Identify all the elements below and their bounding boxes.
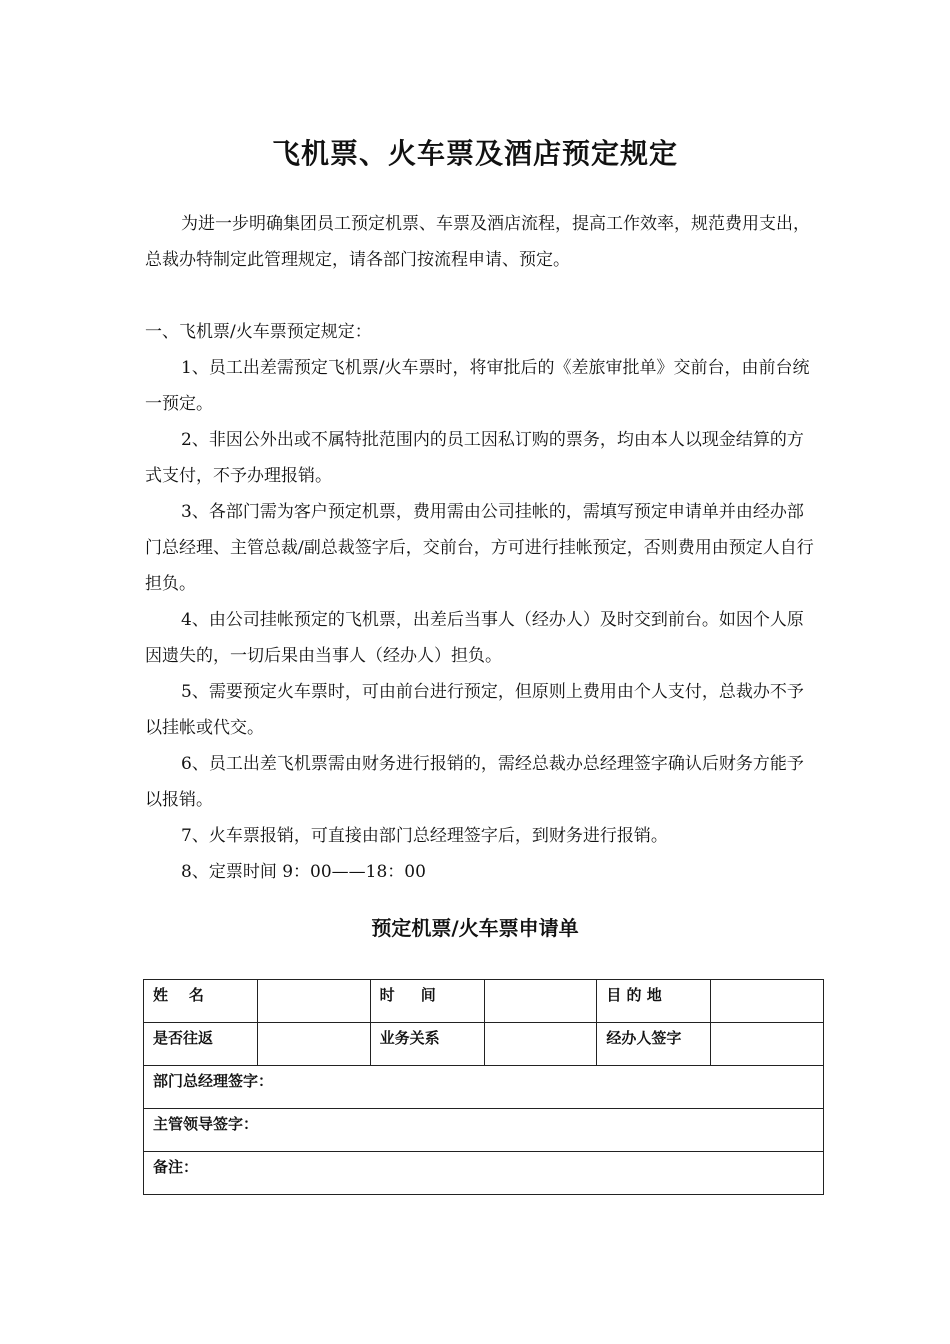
intro-paragraph: 为进一步明确集团员工预定机票、车票及酒店流程，提高工作效率，规范费用支出，总裁办特制定此管理规定，请各部门按流程申请、预定。 <box>145 214 810 270</box>
table-row <box>144 980 824 1023</box>
handler-sign-label: 经办人签字 <box>597 1023 711 1066</box>
section-heading: 一、飞机票/火车票预定规定： <box>145 322 372 342</box>
time-field[interactable] <box>484 980 597 1023</box>
dept-manager-sign-field[interactable]: 部门总经理签字： <box>144 1066 824 1109</box>
time-label: 时 间 <box>370 980 484 1023</box>
business-relation-label: 业务关系 <box>370 1023 484 1066</box>
table-row <box>144 1066 824 1109</box>
rule-item-1: 1、员工出差需预定飞机票/火车票时，将审批后的《差旅审批单》交前台，由前台统一预定。 <box>145 358 810 414</box>
destination-field[interactable] <box>711 980 824 1023</box>
handler-sign-field[interactable] <box>711 1023 824 1066</box>
table-row <box>144 1152 824 1195</box>
remarks-field[interactable]: 备注： <box>144 1152 824 1195</box>
name-label: 姓 名 <box>144 980 258 1023</box>
round-trip-field[interactable] <box>257 1023 370 1066</box>
rule-item-3: 3、各部门需为客户预定机票，费用需由公司挂帐的，需填写预定申请单并由经办部门总经理、主管总裁/副总裁签字后，交前台，方可进行挂帐预定，否则费用由预定人自行担负。 <box>145 502 814 594</box>
rule-item-7: 7、火车票报销，可直接由部门总经理签字后，到财务进行报销。 <box>181 826 668 846</box>
form-title: 预定机票/火车票申请单 <box>371 916 579 940</box>
rule-item-2: 2、非因公外出或不属特批范围内的员工因私订购的票务，均由本人以现金结算的方式支付，不予办理报销。 <box>145 430 804 486</box>
page-title: 飞机票、火车票及酒店预定规定 <box>271 137 678 170</box>
round-trip-label: 是否往返 <box>144 1023 258 1066</box>
supervisor-sign-field[interactable]: 主管领导签字： <box>144 1109 824 1152</box>
rule-item-4: 4、由公司挂帐预定的飞机票，出差后当事人（经办人）及时交到前台。如因个人原因遗失的，一切后果由当事人（经办人）担负。 <box>145 610 804 666</box>
destination-label: 目 的 地 <box>597 980 711 1023</box>
table-row <box>144 1109 824 1152</box>
rule-item-8: 8、定票时间 9：00——18：00 <box>181 862 426 882</box>
rule-item-5: 5、需要预定火车票时，可由前台进行预定，但原则上费用由个人支付，总裁办不予以挂帐或代交。 <box>145 682 804 738</box>
name-field[interactable] <box>257 980 370 1023</box>
application-form-table <box>143 979 824 1195</box>
rule-item-6: 6、员工出差飞机票需由财务进行报销的，需经总裁办总经理签字确认后财务方能予以报销。 <box>145 754 804 810</box>
business-relation-field[interactable] <box>484 1023 597 1066</box>
table-row <box>144 1023 824 1066</box>
